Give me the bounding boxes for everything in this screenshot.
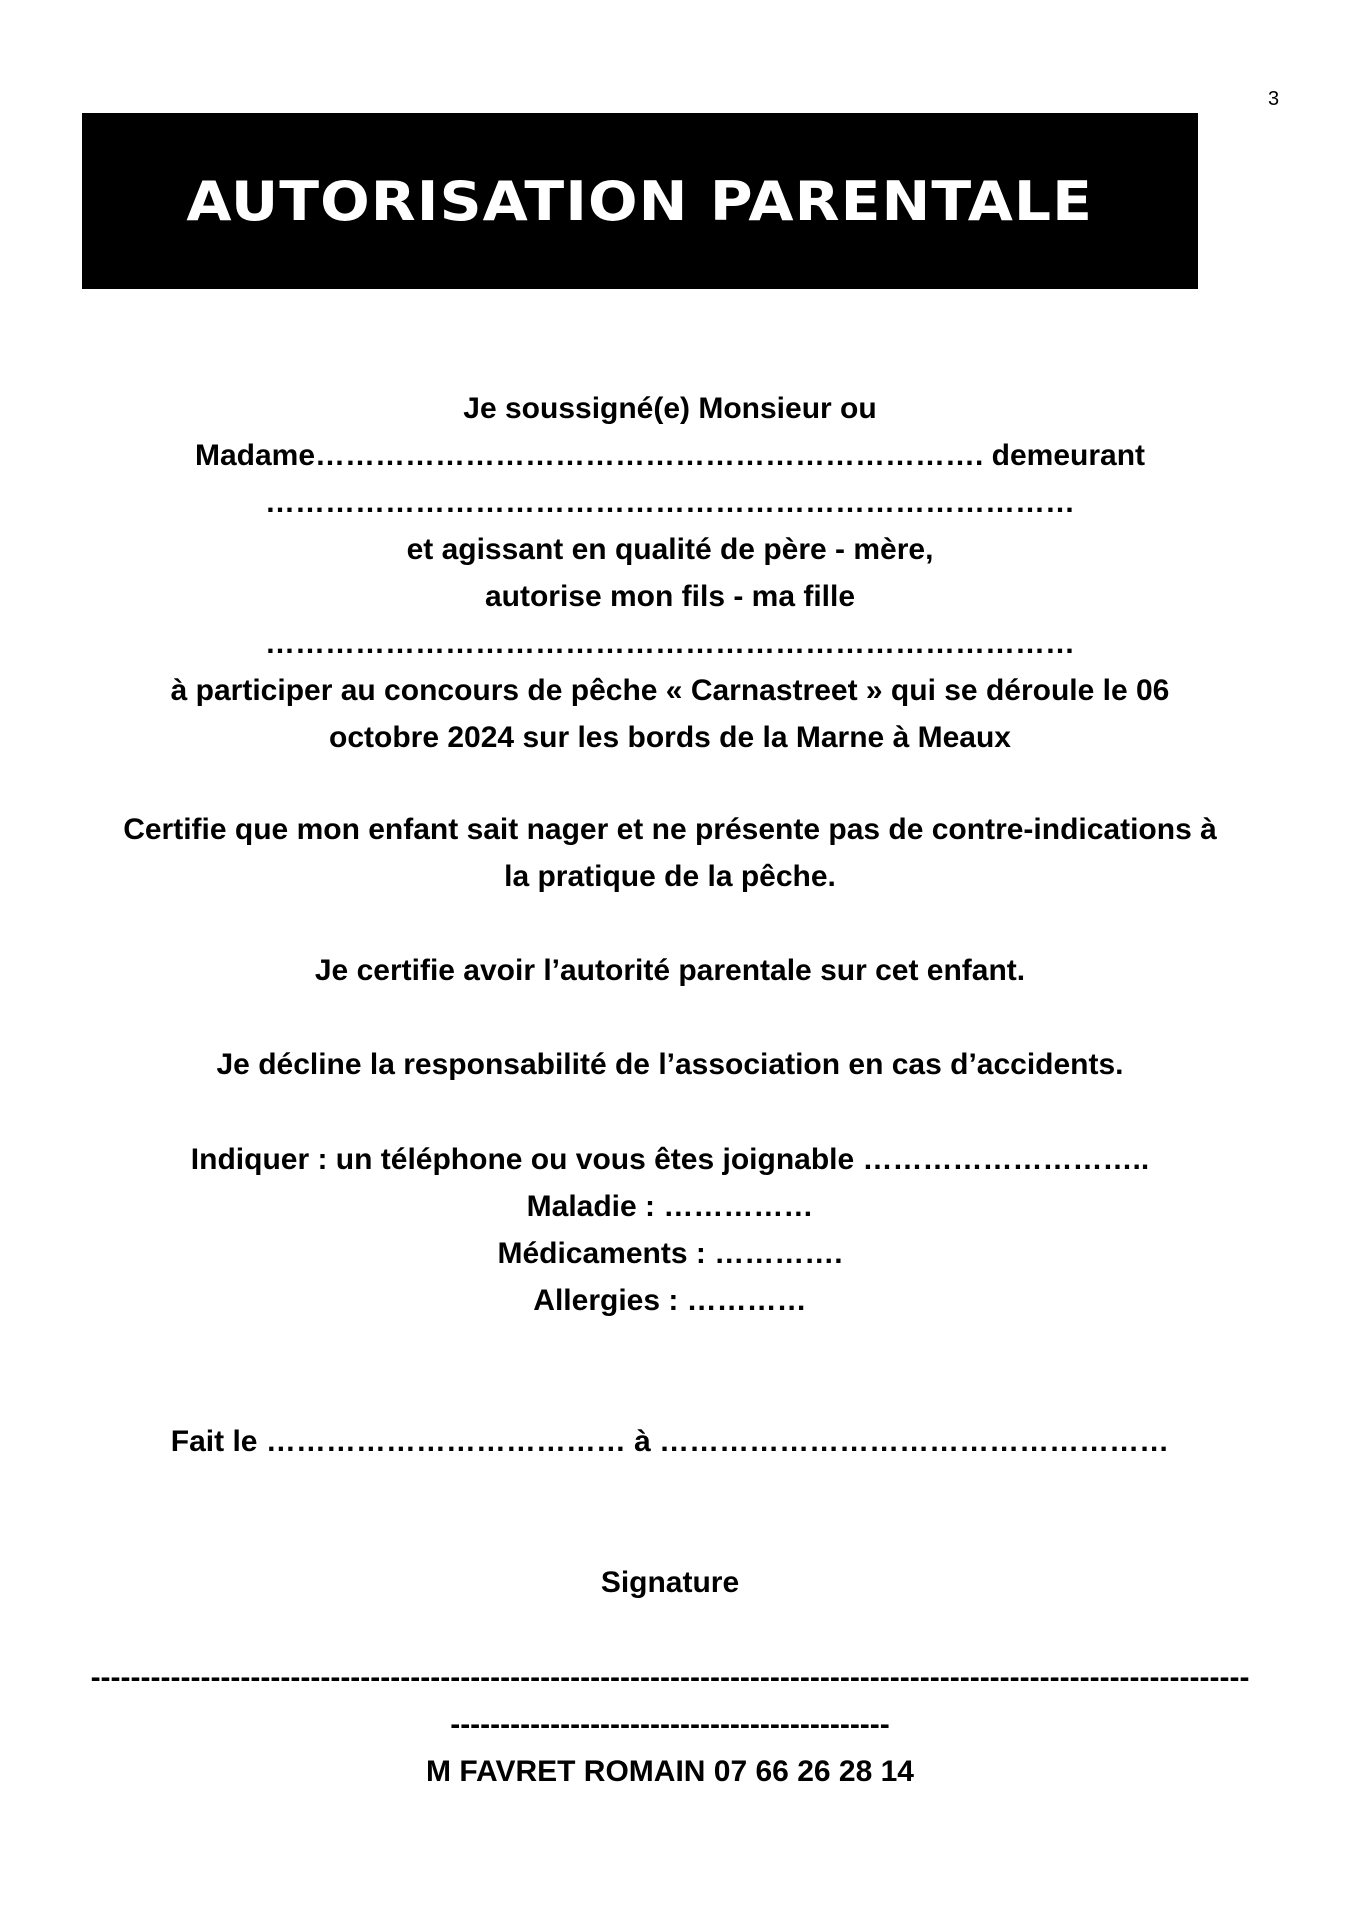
separator-line: -------------------------------------------- — [450, 1708, 890, 1741]
declaration-line: Madame…………………………………………………………. demeurant — [194, 439, 1146, 472]
phone-field-line: Indiquer : un téléphone ou vous êtes joignable ……………………….. — [190, 1143, 1150, 1176]
done-at-field — [60, 1418, 1280, 1465]
declaration-line: à participer au concours de pêche « Carnastreet » qui se déroule le 06 — [170, 674, 1170, 707]
allergy-field-line: Allergies : ………… — [533, 1284, 807, 1317]
title-banner — [82, 113, 1198, 289]
separator — [60, 1654, 1280, 1748]
certify-paragraph — [60, 806, 1280, 900]
done-at-line: Fait le ……………………………… à …………………………………………… — [170, 1425, 1170, 1458]
medication-field-line: Médicaments : …………. — [497, 1237, 843, 1270]
declaration-line: Je soussigné(e) Monsieur ou — [463, 392, 877, 425]
declaration-line: autorise mon fils - ma fille — [484, 580, 856, 613]
authority-statement — [60, 947, 1280, 994]
certify-line: Certifie que mon enfant sait nager et ne présente pas de contre-indications à — [123, 813, 1217, 846]
declaration-line: ……………………………………………………………………… — [265, 627, 1075, 660]
illness-field-line: Maladie : …………… — [526, 1190, 814, 1223]
authority-line: Je certifie avoir l’autorité parentale sur cet enfant. — [314, 954, 1026, 987]
declaration-line: octobre 2024 sur les bords de la Marne à Meaux — [329, 721, 1011, 754]
declaration-paragraph — [60, 385, 1280, 761]
contact-line: M FAVRET ROMAIN 07 66 26 28 14 — [426, 1755, 914, 1788]
liability-statement — [60, 1041, 1280, 1088]
signature-line: Signature — [600, 1566, 740, 1599]
liability-line: Je décline la responsabilité de l’association en cas d’accidents. — [216, 1048, 1124, 1081]
declaration-line: ……………………………………………………………………… — [265, 486, 1075, 519]
declaration-line: et agissant en qualité de père - mère, — [406, 533, 934, 566]
separator-line: -------------------------------------------------------------------------------------------------------------------- — [90, 1661, 1250, 1694]
info-fields — [60, 1136, 1280, 1324]
contact-info — [60, 1748, 1280, 1795]
page-number: 3 — [1268, 88, 1280, 110]
page-title: AUTORISATION PARENTALE — [186, 169, 1094, 233]
signature-label — [60, 1559, 1280, 1606]
certify-line: la pratique de la pêche. — [504, 860, 836, 893]
